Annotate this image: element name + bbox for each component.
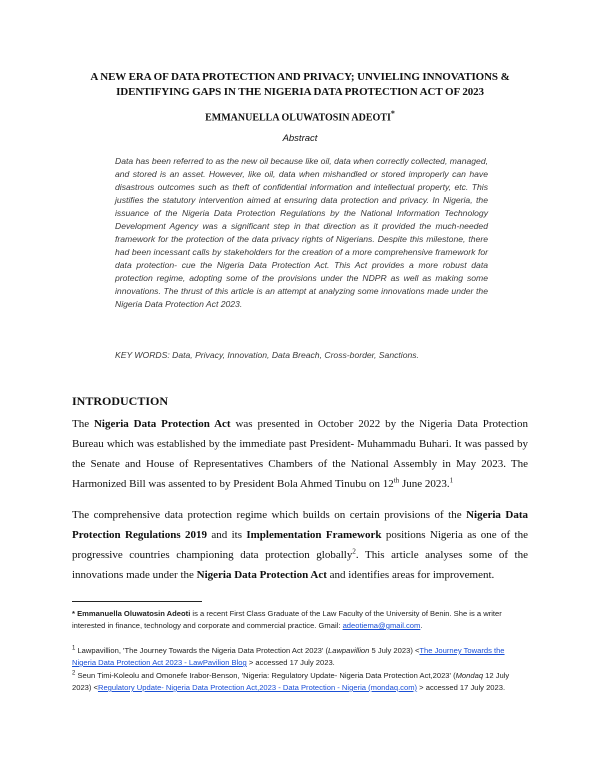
footnote-author xyxy=(72,608,530,632)
author-email-link[interactable]: adeotiema@gmail.com xyxy=(342,621,421,630)
p1-text-2: was presented in October 2022 by the Nigeria Data Protection Bureau which was established by the immediate past President- Muhammadu Buhari. It was passed by the Senate and House of Representatives Chambers of the National Assembly in May 2023. The Harmonized Bill was assented to by President Bola Ahmed Tinubu on 12 xyxy=(72,418,528,490)
abstract-heading: Abstract xyxy=(282,133,318,144)
introduction-paragraph-2 xyxy=(72,505,528,585)
p2-text-1: The comprehensive data protection regime which builds on certain provisions of the xyxy=(72,509,467,521)
fn1-link[interactable]: The Journey Towards the Nigeria Data Protection Act 2023 - LawPavilion Blog xyxy=(72,646,505,667)
fn-star-text: is a recent First Class Graduate of the Law Faculty of the University of Benin. She is a writer interested in finance, technology and corporate and commercial practice. Gmail: xyxy=(72,609,502,630)
p2-bold-2: Implementation Framework xyxy=(246,529,382,541)
title-line-2: IDENTIFYING GAPS IN THE NIGERIA DATA PROTECTION ACT OF 2023 xyxy=(116,86,484,98)
fn1-text-3: > accessed 17 July 2023. xyxy=(246,658,335,667)
p2-text-5: and identifies areas for improvement. xyxy=(326,569,495,581)
footnote-1 xyxy=(72,645,530,669)
fn-star-name: Emmanuella Oluwatosin Adeoti xyxy=(74,609,191,618)
footnote-divider xyxy=(72,601,202,602)
paper-title xyxy=(60,70,540,100)
abstract-text: Data has been referred to as the new oil because like oil, data when correctly collected, managed, and stored is an asset. However, like oil, data when mishandled or stored improperly can have disastrous outcomes such as theft of confidential information and intellectual property, etc. This justifies the statutory intervention aimed at ensuring data protection and privacy. In Nigeria, the issuance of the Nigeria Data Protection Regulations by the National Information Technology Development Agency was a significant step in that direction as it provided the much-needed framework for the protection of the data privacy rights of Nigerians. Despite this milestone, there had been incessant calls by stakeholders for the creation of a more comprehensive framework for data protection- cue the Nigeria Data Protection Act. This Act provides a more robust data protection regime, adopting some of the provisions under the NDPR as well as making some innovations. The thrust of this article is an attempt at analyzing some innovations made under the Nigeria Data Protection Act 2023. xyxy=(115,156,488,309)
fn1-number: 1 xyxy=(72,645,76,652)
fn2-text-3: > accessed 17 July 2023. xyxy=(417,683,506,692)
fn1-italic: Lawpavillion xyxy=(328,646,370,655)
fn-star-end: . xyxy=(420,621,423,630)
fn2-text-2: 12 July 2023) < xyxy=(72,671,510,692)
p2-bold-1: Nigeria Data Protection Regulations 2019 xyxy=(72,509,529,541)
p1-text-3: June 2023. xyxy=(399,478,450,490)
fn2-link[interactable]: Regulatory Update- Nigeria Data Protection Act,2023 - Data Protection - Nigeria (mondaq.com) xyxy=(97,683,418,692)
p1-text-1: The xyxy=(72,418,94,430)
p1-footnote-ref[interactable]: 1 xyxy=(449,476,454,485)
fn1-text-2: 5 July 2023) < xyxy=(369,646,420,655)
fn2-text-1: Seun Timi-Koleolu and Omonefe Irabor-Benson, 'Nigeria: Regulatory Update- Nigeria Data Protection Act,2023' ( xyxy=(75,671,456,680)
author-footnote-mark: * xyxy=(390,109,395,118)
keywords: KEY WORDS: Data, Privacy, Innovation, Data Breach, Cross-border, Sanctions. xyxy=(115,350,419,360)
fn1-text-1: Lawpavillion, 'The Journey Towards the Nigeria Data Protection Act 2023' ( xyxy=(75,646,328,655)
author-text: EMMANUELLA OLUWATOSIN ADEOTI xyxy=(205,112,391,124)
p2-footnote-ref[interactable]: 2 xyxy=(352,547,356,556)
p2-text-3: positions Nigeria as one of the progressive countries championing data protection globally xyxy=(72,529,528,561)
fn-star-mark: * xyxy=(72,609,75,618)
p2-bold-3: Nigeria Data Protection Act xyxy=(196,569,327,581)
author-name xyxy=(60,109,540,123)
introduction-paragraph-1 xyxy=(72,414,528,494)
p2-text-2: and its xyxy=(207,529,247,541)
p1-bold-1: Nigeria Data Protection Act xyxy=(93,418,231,430)
title-line-1: A NEW ERA OF DATA PROTECTION AND PRIVACY; UNVIELING INNOVATIONS & xyxy=(90,71,510,83)
fn2-italic: Mondaq xyxy=(455,671,484,680)
p2-text-4: . This article analyses some of the innovations made under the xyxy=(72,549,529,581)
p1-sup-th: th xyxy=(393,476,400,485)
fn2-number: 2 xyxy=(72,670,76,677)
footnote-2 xyxy=(72,670,530,694)
section-heading-introduction: INTRODUCTION xyxy=(72,394,169,408)
